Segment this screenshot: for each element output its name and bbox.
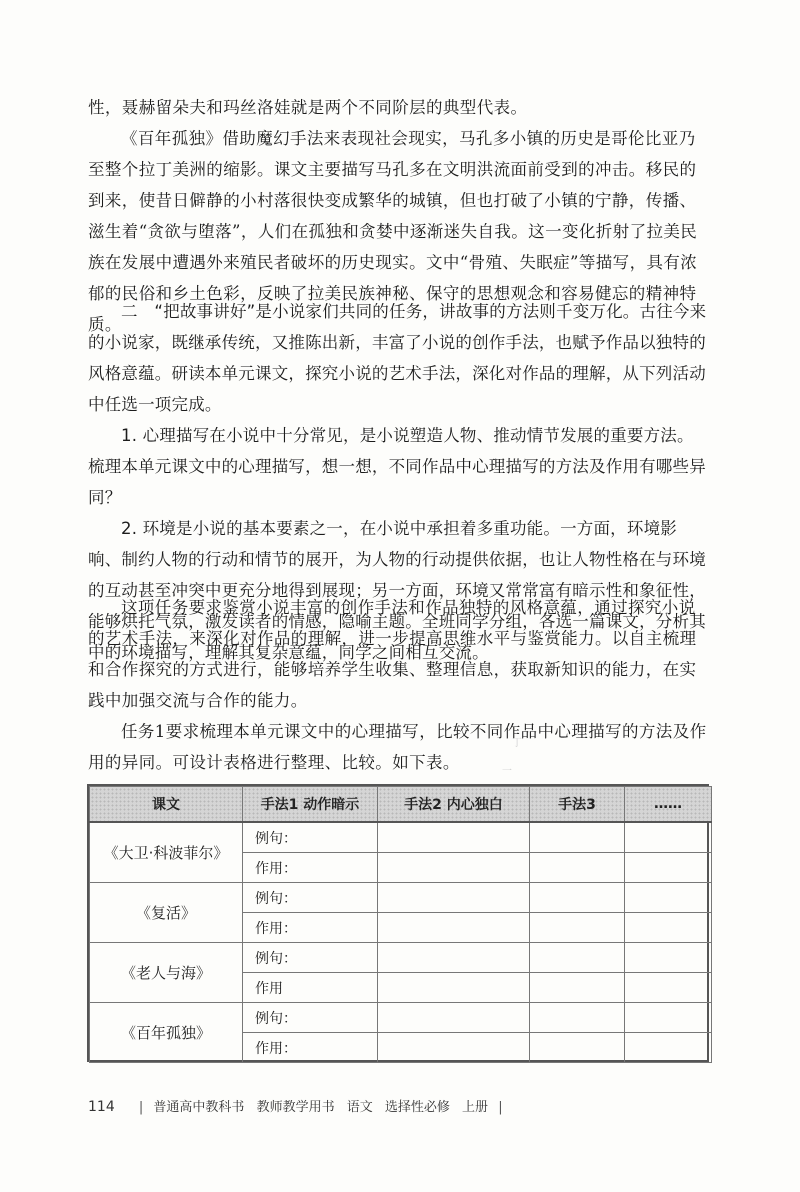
footer-part: 上册 xyxy=(462,1100,489,1115)
table-cell xyxy=(625,913,712,943)
table-cell xyxy=(530,1033,625,1063)
bleed-through-mark: 一 xyxy=(502,766,512,777)
header-more: …… xyxy=(625,787,712,823)
task-two-intro: 二 “把故事讲好”是小说家们共同的任务，讲故事的方法则千变万化。古往今来的小说家，既继承传统，又推陈出新，丰富了小说的创作手法，也赋予作品以独特的风格意蕴。研读本单元课文，探究小说的艺术手法，深化对作品的理解，从下列活动中任选一项完成。 xyxy=(88,302,707,414)
row-text-title: 《老人与海》 xyxy=(90,943,243,1003)
table-cell xyxy=(530,913,625,943)
table-row xyxy=(90,883,712,913)
table-cell xyxy=(625,853,712,883)
table-cell xyxy=(378,822,530,853)
table-row xyxy=(90,1003,712,1033)
table-cell xyxy=(530,943,625,973)
table-cell xyxy=(378,1003,530,1033)
header-method1: 手法1 动作暗示 xyxy=(243,787,378,823)
table-cell xyxy=(378,973,530,1003)
table-cell xyxy=(625,1033,712,1063)
header-text: 课文 xyxy=(90,787,243,823)
footer-subject: 语文 xyxy=(346,1100,373,1115)
example-label: 例句： xyxy=(243,1003,378,1033)
hundred-years-paragraph: 《百年孤独》借助魔幻手法来表现社会现实，马孔多小镇的历史是哥伦比亚乃至整个拉丁美洲的缩影。课文主要描写马孔多在文明洪流面前受到的冲击。移民的到来，使昔日僻静的小村落很快变成繁华的城镇，但也打破了小镇的宁静，传播、滋生着“贪欲与堕落”，人们在孤独和贪婪中逐渐迷失自我。这一变化折射了拉美民族在发展中遭遇外来殖民者破坏的历史现实。文中“骨殖、失眠症”等描写，具有浓郁的民俗和乡土色彩，反映了拉美民族神秘、保守的思想观念和容易健忘的精神特质。 xyxy=(88,129,698,334)
function-label: 作用： xyxy=(243,853,378,883)
row-text-title: 《百年孤独》 xyxy=(90,1003,243,1063)
example-label: 例句： xyxy=(243,883,378,913)
table-cell xyxy=(530,973,625,1003)
table-cell xyxy=(625,883,712,913)
table-cell xyxy=(625,822,712,853)
header-method3: 手法3 xyxy=(530,787,625,823)
page-footer xyxy=(88,1096,509,1115)
table-cell xyxy=(530,822,625,853)
footer-divider: | xyxy=(498,1100,503,1115)
teaching-guidance-section xyxy=(88,592,708,778)
table-cell xyxy=(530,883,625,913)
table-row xyxy=(90,943,712,973)
table-cell xyxy=(378,1033,530,1063)
row-text-title: 《复活》 xyxy=(90,883,243,943)
footer-book: 教师教学用书 xyxy=(256,1100,335,1115)
table-cell xyxy=(378,913,530,943)
footer-series: 普通高中教科书 xyxy=(153,1100,245,1115)
table-row xyxy=(90,822,712,853)
footer-divider: | xyxy=(138,1100,144,1115)
function-label: 作用 xyxy=(243,973,378,1003)
header-method2: 手法2 内心独白 xyxy=(378,787,530,823)
table-cell xyxy=(378,943,530,973)
guidance-paragraph: 这项任务要求鉴赏小说丰富的创作手法和作品独特的风格意蕴，通过探究小说的艺术手法，来深化对作品的理解，进一步提高思维水平与鉴赏能力。以自主梳理和合作探究的方式进行，能够培养学生收集、整理信息，获取新知识的能力，在实践中加强交流与合作的能力。 xyxy=(88,598,697,710)
table-cell xyxy=(378,853,530,883)
table-cell xyxy=(530,1003,625,1033)
task-one-guidance: 任务1要求梳理本单元课文中的心理描写，比较不同作品中心理描写的方法及作用的异同。可设计表格进行整理、比较。如下表。 xyxy=(88,722,707,772)
table-cell xyxy=(625,943,712,973)
table-cell xyxy=(625,1003,712,1033)
row-text-title: 《大卫·科波菲尔》 xyxy=(90,822,243,883)
bleed-through-mark: 丁 xyxy=(512,738,522,749)
table-cell xyxy=(378,883,530,913)
table-header-row xyxy=(90,787,712,823)
page-number: 114 xyxy=(88,1099,115,1115)
continued-line: 性，聂赫留朵夫和玛丝洛娃就是两个不同阶层的典型代表。 xyxy=(88,98,528,117)
function-label: 作用： xyxy=(243,1033,378,1063)
example-label: 例句： xyxy=(243,943,378,973)
table-cell xyxy=(625,973,712,1003)
footer-volume: 选择性必修 xyxy=(384,1100,450,1115)
activity-two: 2. 环境是小说的基本要素之一，在小说中承担着多重功能。一方面，环境影响、制约人物的行动和情节的展开，为人物的行动提供依据，也让人物性格在与环境的互动甚至冲突中更充分地得到展现；另一方面，环境又常常富有暗示性和象征性，能够烘托气氛，激发读者的情感，隐喻主题。全班同学分组，各选一篇课文，分析其中的环境描写，理解其复杂意蕴，同学之间相互交流。 xyxy=(88,519,706,662)
table-cell xyxy=(530,853,625,883)
comparison-table xyxy=(87,784,709,1062)
example-label: 例句： xyxy=(243,822,378,853)
function-label: 作用： xyxy=(243,913,378,943)
activity-one: 1. 心理描写在小说中十分常见，是小说塑造人物、推动情节发展的重要方法。梳理本单元课文中的心理描写，想一想，不同作品中心理描写的方法及作用有哪些异同？ xyxy=(88,426,706,507)
